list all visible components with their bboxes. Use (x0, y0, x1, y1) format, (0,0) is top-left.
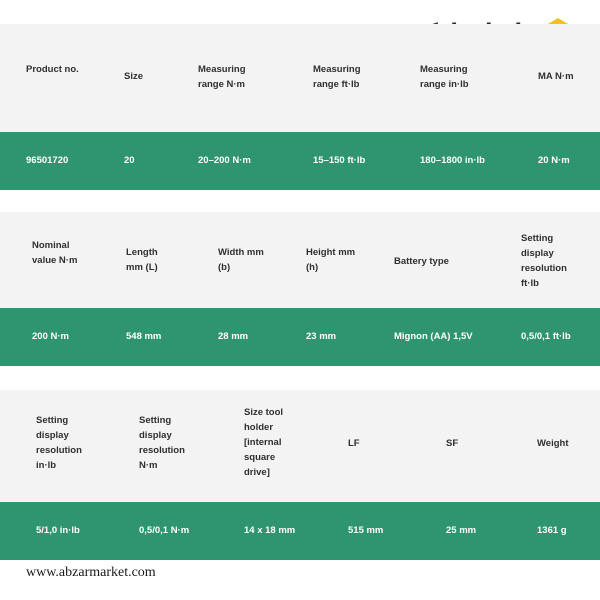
table1-value-row (0, 132, 600, 190)
table1-header-ma: MA N·m (538, 71, 574, 82)
table1-value-range-ftlb: 15–150 ft·lb (313, 155, 366, 166)
table3-value-tool-holder: 14 x 18 mm (244, 525, 296, 536)
table1-header-range-inlb: Measuring range in·lb (420, 64, 469, 90)
table3-header-row (0, 390, 600, 502)
table1-header-size: Size (124, 71, 144, 82)
table3-value-sf: 25 mm (446, 525, 477, 536)
table3-value-weight: 1361 g (537, 525, 567, 536)
table2-value-width: 28 mm (218, 331, 249, 342)
table3-value-resolution-nm: 0,5/0,1 N·m (139, 525, 190, 536)
table3-value-row (0, 502, 600, 560)
table2-header-length: Length mm (L) (126, 247, 158, 273)
table2-header-battery: Battery type (394, 256, 449, 267)
table3-header-sf: SF (446, 438, 459, 449)
table1-header-row (0, 24, 600, 132)
table3-value-resolution-inlb: 5/1,0 in·lb (36, 525, 80, 536)
table1-value-product-no: 96501720 (26, 155, 69, 166)
table2-header-height: Height mm (h) (306, 247, 356, 273)
table1-header-range-ftlb: Measuring range ft·lb (313, 64, 361, 90)
table2-value-length: 548 mm (126, 331, 162, 342)
table1-value-range-inlb: 180–1800 in·lb (420, 155, 485, 166)
table2-header-row (0, 212, 600, 308)
table1-value-ma: 20 N·m (538, 155, 570, 166)
table2-value-resolution-ftlb: 0,5/0,1 ft·lb (521, 331, 571, 342)
table1-header-product-no: Product no. (26, 64, 79, 75)
table2-header-width: Width mm (b) (218, 247, 264, 273)
table1-value-range-nm: 20–200 N·m (198, 155, 251, 166)
table3-header-tool-holder: Size tool holder [internal square drive] (244, 407, 284, 478)
table3-header-resolution-nm: Setting display resolution N·m (139, 415, 185, 471)
table3-header-resolution-inlb: Setting display resolution in·lb (36, 415, 82, 471)
table2-header-nominal: Nominal value N·m (32, 240, 78, 266)
table3-value-lf: 515 mm (348, 525, 384, 536)
table2-header-resolution-ftlb: Setting display resolution ft·lb (521, 233, 567, 289)
table1-value-size: 20 (124, 155, 135, 166)
table2-value-battery: Mignon (AA) 1,5V (394, 331, 473, 342)
table1-header-range-nm: Measuring range N·m (198, 64, 246, 90)
table2-value-height: 23 mm (306, 331, 337, 342)
table3-header-weight: Weight (537, 438, 569, 449)
table2-value-row (0, 308, 600, 366)
website-url[interactable]: www.abzarmarket.com (26, 565, 156, 580)
table3-header-lf: LF (348, 438, 360, 449)
table2-value-nominal: 200 N·m (32, 331, 69, 342)
